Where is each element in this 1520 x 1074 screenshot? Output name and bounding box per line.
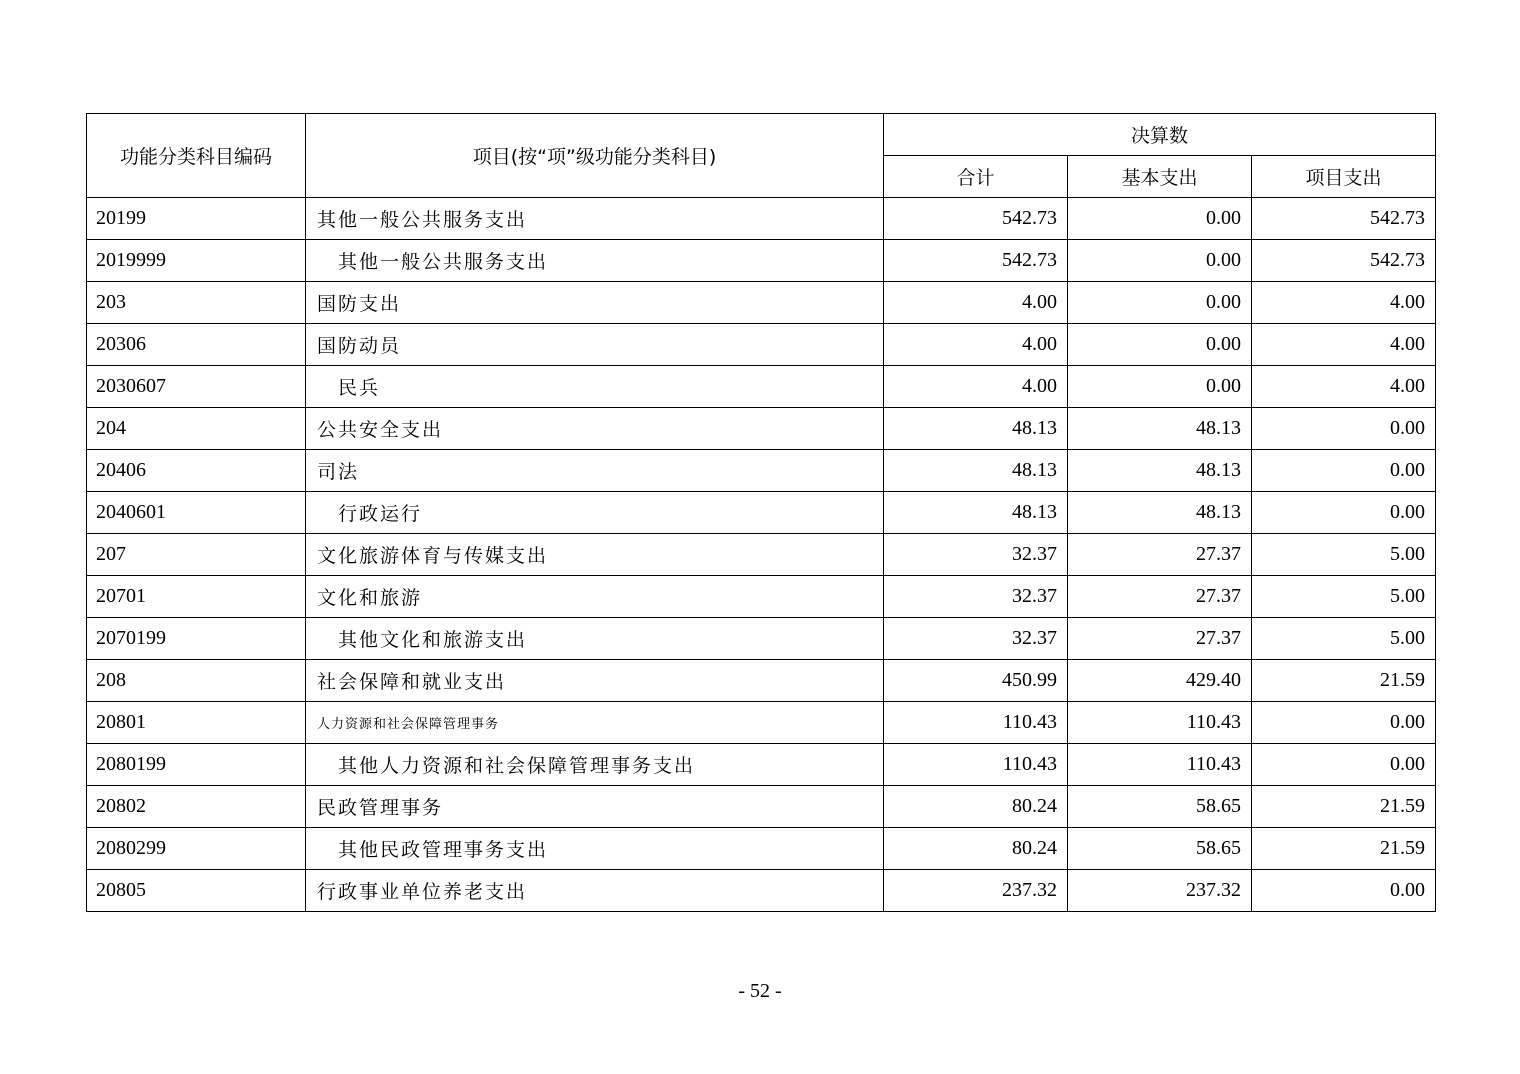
cell-total: 32.37 [884,576,1068,618]
cell-project: 21.59 [1252,786,1436,828]
cell-project: 0.00 [1252,702,1436,744]
cell-project: 0.00 [1252,744,1436,786]
cell-project: 4.00 [1252,282,1436,324]
cell-project: 0.00 [1252,492,1436,534]
cell-basic: 0.00 [1068,366,1252,408]
cell-name: 其他人力资源和社会保障管理事务支出 [306,744,884,786]
table-row [87,828,1436,870]
cell-total: 80.24 [884,828,1068,870]
cell-code: 2070199 [87,618,306,660]
table-row [87,660,1436,702]
cell-name: 行政运行 [306,492,884,534]
cell-total: 32.37 [884,534,1068,576]
cell-basic: 58.65 [1068,828,1252,870]
table-row [87,492,1436,534]
cell-total: 110.43 [884,744,1068,786]
cell-project: 21.59 [1252,828,1436,870]
cell-project: 0.00 [1252,450,1436,492]
cell-basic: 0.00 [1068,240,1252,282]
table-row [87,450,1436,492]
cell-project: 21.59 [1252,660,1436,702]
cell-code: 207 [87,534,306,576]
cell-name: 民政管理事务 [306,786,884,828]
cell-name: 行政事业单位养老支出 [306,870,884,912]
table-row [87,702,1436,744]
cell-basic: 27.37 [1068,534,1252,576]
cell-code: 20701 [87,576,306,618]
cell-name: 民兵 [306,366,884,408]
cell-project: 4.00 [1252,324,1436,366]
cell-basic: 48.13 [1068,492,1252,534]
cell-name: 其他一般公共服务支出 [306,198,884,240]
cell-name: 文化旅游体育与传媒支出 [306,534,884,576]
header-basic: 基本支出 [1068,156,1252,198]
header-code: 功能分类科目编码 [87,114,306,198]
header-total: 合计 [884,156,1068,198]
cell-project: 542.73 [1252,240,1436,282]
table-row [87,282,1436,324]
cell-basic: 0.00 [1068,282,1252,324]
cell-code: 2080199 [87,744,306,786]
table-row [87,324,1436,366]
cell-total: 80.24 [884,786,1068,828]
cell-code: 20805 [87,870,306,912]
cell-total: 48.13 [884,492,1068,534]
cell-code: 208 [87,660,306,702]
expenditure-table [86,113,1436,912]
cell-name: 国防支出 [306,282,884,324]
cell-basic: 0.00 [1068,198,1252,240]
cell-name: 其他文化和旅游支出 [306,618,884,660]
cell-name: 文化和旅游 [306,576,884,618]
page-number: - 52 - [738,980,782,1002]
table-row [87,576,1436,618]
cell-total: 237.32 [884,870,1068,912]
cell-basic: 27.37 [1068,576,1252,618]
cell-total: 110.43 [884,702,1068,744]
cell-code: 20802 [87,786,306,828]
cell-basic: 110.43 [1068,702,1252,744]
cell-basic: 48.13 [1068,408,1252,450]
cell-project: 542.73 [1252,198,1436,240]
cell-name: 公共安全支出 [306,408,884,450]
cell-project: 0.00 [1252,870,1436,912]
cell-project: 5.00 [1252,534,1436,576]
table-row [87,198,1436,240]
cell-total: 48.13 [884,450,1068,492]
table-row [87,618,1436,660]
cell-project: 4.00 [1252,366,1436,408]
cell-code: 20199 [87,198,306,240]
cell-project: 5.00 [1252,576,1436,618]
cell-total: 450.99 [884,660,1068,702]
cell-code: 2030607 [87,366,306,408]
header-project: 项目支出 [1252,156,1436,198]
table-row [87,744,1436,786]
table-row [87,366,1436,408]
cell-name: 社会保障和就业支出 [306,660,884,702]
cell-project: 0.00 [1252,408,1436,450]
table-row [87,870,1436,912]
cell-code: 20801 [87,702,306,744]
table-row [87,408,1436,450]
cell-code: 2080299 [87,828,306,870]
cell-code: 203 [87,282,306,324]
cell-name: 国防动员 [306,324,884,366]
cell-code: 204 [87,408,306,450]
cell-total: 4.00 [884,366,1068,408]
cell-project: 5.00 [1252,618,1436,660]
cell-total: 4.00 [884,324,1068,366]
cell-code: 20406 [87,450,306,492]
cell-basic: 110.43 [1068,744,1252,786]
cell-name: 人力资源和社会保障管理事务 [306,702,884,744]
cell-basic: 58.65 [1068,786,1252,828]
cell-name: 其他民政管理事务支出 [306,828,884,870]
cell-basic: 237.32 [1068,870,1252,912]
cell-total: 542.73 [884,240,1068,282]
cell-basic: 48.13 [1068,450,1252,492]
table-row [87,240,1436,282]
cell-name: 其他一般公共服务支出 [306,240,884,282]
cell-total: 32.37 [884,618,1068,660]
cell-basic: 27.37 [1068,618,1252,660]
cell-total: 4.00 [884,282,1068,324]
cell-basic: 429.40 [1068,660,1252,702]
cell-code: 2040601 [87,492,306,534]
cell-code: 20306 [87,324,306,366]
cell-total: 48.13 [884,408,1068,450]
cell-total: 542.73 [884,198,1068,240]
cell-code: 2019999 [87,240,306,282]
cell-basic: 0.00 [1068,324,1252,366]
cell-name: 司法 [306,450,884,492]
table-row [87,534,1436,576]
header-final-amount: 决算数 [884,114,1436,156]
table-row [87,786,1436,828]
header-item: 项目(按“项”级功能分类科目) [306,114,884,198]
